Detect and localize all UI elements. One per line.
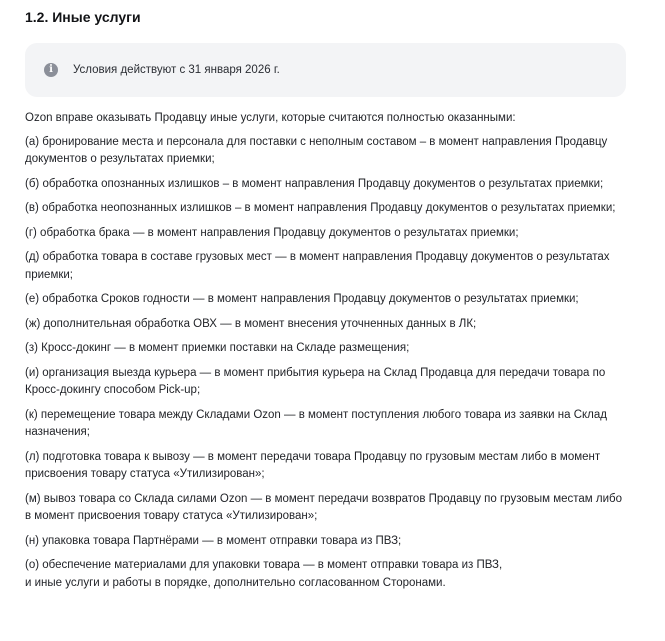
- list-item: (и) организация выезда курьера — в момент прибытия курьера на Склад Продавца для передачи товара по Кросс-докингу способом Pick-up;: [25, 366, 606, 396]
- list-item: (д) обработка товара в составе грузовых мест — в момент направления Продавцу документов о результатах приемки;: [25, 251, 610, 281]
- last-item-line-2: и иные услуги и работы в порядке, дополнительно согласованном Сторонами.: [25, 576, 446, 589]
- info-icon: i: [44, 63, 58, 77]
- list-item-last: [25, 557, 625, 592]
- list-item: (з) Кросс-докинг — в момент приемки поставки на Складе размещения;: [25, 342, 410, 354]
- intro-paragraph: Ozon вправе оказывать Продавцу иные услуги, которые считаются полностью оказанными:: [25, 112, 516, 124]
- list-item: (е) обработка Сроков годности — в момент направления Продавцу документов о результатах приемки;: [25, 293, 579, 305]
- list-item: (м) вывоз товара со Склада силами Ozon — в момент передачи возвратов Продавцу по грузовым местам либо в момент присвоения товару статуса «Утилизирован»;: [25, 492, 623, 522]
- section-title: 1.2. Иные услуги: [25, 9, 141, 25]
- list-item: (б) обработка опознанных излишков – в момент направления Продавцу документов о результатах приемки;: [25, 177, 604, 190]
- terms-content: [25, 110, 625, 599]
- list-item: (л) подготовка товара к вывозу — в момент передачи товара Продавцу по грузовым местам либо в момент присвоения товару статуса «Утилизирован»;: [25, 450, 601, 480]
- list-item: (к) перемещение товара между Складами Ozon — в момент поступления любого товара из заявки на Склад назначения;: [25, 408, 607, 438]
- notice-banner: [25, 43, 626, 97]
- last-item-line-1: (о) обеспечение материалами для упаковки товара — в момент отправки товара из ПВЗ,: [25, 559, 503, 571]
- list-item: (н) упаковка товара Партнёрами — в момент отправки товара из ПВЗ;: [25, 534, 402, 547]
- notice-text: Условия действуют с 31 января 2026 г.: [73, 64, 280, 76]
- list-item: (а) бронирование места и персонала для поставки с неполным составом – в момент направления Продавцу документов о результатах приемки;: [25, 135, 608, 165]
- list-item: (в) обработка неопознанных излишков – в момент направления Продавцу документов о результатах приемки;: [25, 202, 616, 214]
- list-item: (г) обработка брака — в момент направления Продавцу документов о результатах приемки;: [25, 226, 519, 239]
- list-item: (ж) дополнительная обработка ОВХ — в момент внесения уточненных данных в ЛК;: [25, 317, 477, 330]
